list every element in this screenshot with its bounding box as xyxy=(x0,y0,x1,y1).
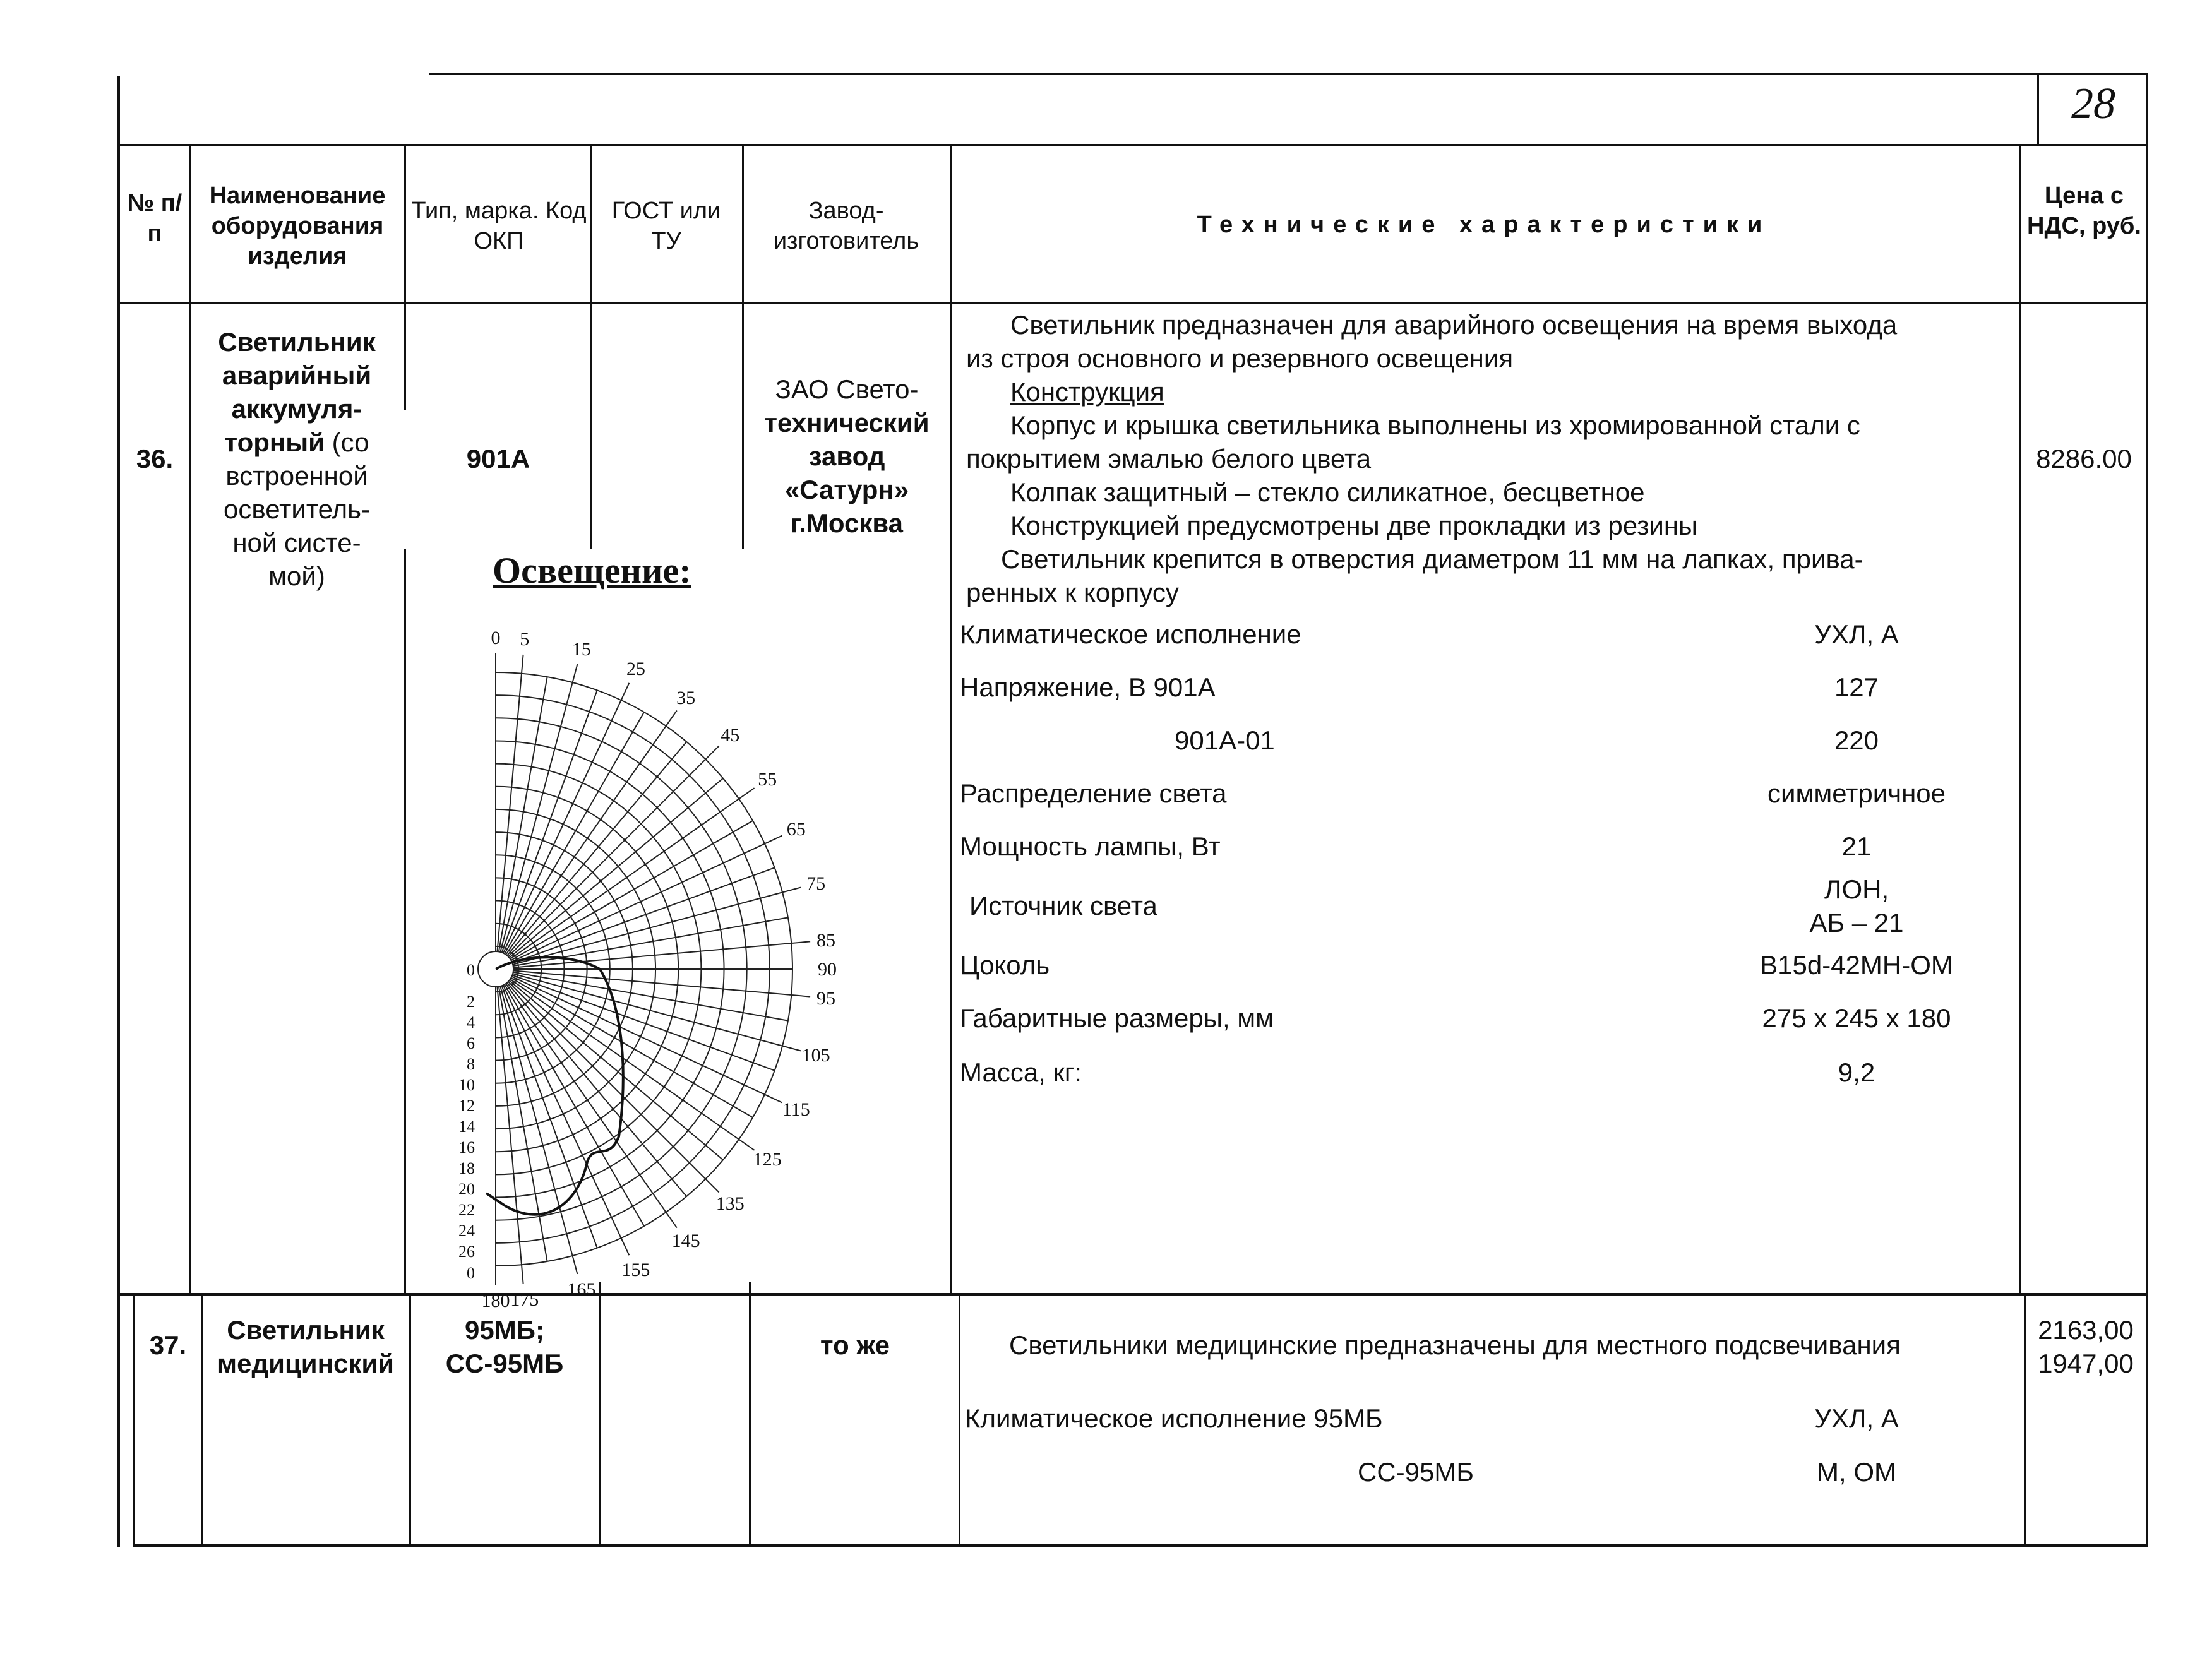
construction-line: Корпус и крышка светильника выполнены из хромированной стали с xyxy=(1010,410,1860,440)
grid-radial xyxy=(496,969,810,997)
row36-maker-line: г.Москва xyxy=(790,508,904,538)
col-header-tech: Технические характеристики xyxy=(1197,211,1771,238)
col-header-maker: Завод- изготовитель xyxy=(773,198,919,254)
scale-label: 16 xyxy=(458,1138,475,1157)
row37-spec-label: СС-95МБ xyxy=(1358,1457,1474,1487)
row36-name-line: встроенной xyxy=(225,461,368,491)
row37-price-line: 2163,00 xyxy=(2038,1315,2134,1345)
angle-label: 125 xyxy=(753,1149,782,1171)
angle-label: 65 xyxy=(786,819,806,840)
spec-label: Климатическое исполнение xyxy=(960,619,1301,649)
diagram-title: Освещение: xyxy=(493,550,691,591)
grid-radial xyxy=(496,969,577,1274)
page-number: 28 xyxy=(2071,80,2115,128)
spec-value: УХЛ, А xyxy=(1814,619,1899,649)
scale-label: 22 xyxy=(458,1201,475,1219)
spec-value: B15d-42МН-ОМ xyxy=(1760,950,1953,980)
scale-label: 6 xyxy=(467,1034,475,1052)
spec-label: 901А-01 xyxy=(1175,725,1275,755)
scale-label: 4 xyxy=(467,1013,475,1032)
spec-label: Распределение света xyxy=(960,778,1227,808)
grid-radial xyxy=(496,969,523,1284)
construction-line: Конструкцией предусмотрены две прокладки из резины xyxy=(1010,511,1698,540)
spec-value: 127 xyxy=(1834,672,1879,702)
row37-price xyxy=(2026,1313,2146,1380)
col-header-gost: ГОСТ или ТУ xyxy=(611,198,721,254)
angle-label: 15 xyxy=(571,638,591,660)
spec-value: АБ – 21 xyxy=(1809,908,1904,938)
col-header-name: Наименование оборудования изделия xyxy=(209,182,386,270)
row37-desc: Светильники медицинские предназначены для местного подсвечивания xyxy=(1009,1330,1901,1360)
row37-type xyxy=(410,1313,599,1380)
angle-label: 85 xyxy=(816,930,835,951)
row37-num: 37. xyxy=(149,1330,187,1360)
grid-radial xyxy=(496,941,810,969)
spec-label: Габаритные размеры, мм xyxy=(960,1003,1274,1033)
row37-price-line: 1947,00 xyxy=(2038,1349,2134,1378)
row36-maker-line: завод xyxy=(808,441,885,471)
row37-name-line: медицинский xyxy=(217,1349,394,1378)
row36-name-line: торный xyxy=(224,427,325,457)
angle-label: 75 xyxy=(806,873,826,895)
grid-radial xyxy=(496,655,523,969)
angle-label: 135 xyxy=(715,1193,745,1215)
angle-label: 90 xyxy=(818,959,837,980)
spec-label: Мощность лампы, Вт xyxy=(960,831,1221,861)
row36-maker-line: ЗАО Свето- xyxy=(775,374,919,404)
angle-label: 55 xyxy=(758,768,777,790)
row36-maker-line: технический xyxy=(764,408,930,438)
construction-line: Светильник крепится в отверстия диаметром 11 мм на лапках, прива- xyxy=(1001,544,1863,574)
construction-line: покрытием эмалью белого цвета xyxy=(966,444,1372,474)
row36-name-line: аварийный xyxy=(222,360,372,390)
scale-label: 14 xyxy=(458,1117,475,1136)
light-curve xyxy=(486,957,623,1214)
polar-grid xyxy=(478,653,810,1285)
scale-label: 0 xyxy=(467,1264,475,1282)
angle-label: 45 xyxy=(721,724,740,746)
row36-num: 36. xyxy=(136,444,174,474)
spec-value: 275 х 245 х 180 xyxy=(1762,1003,1951,1033)
spec-label: Напряжение, В 901А xyxy=(960,672,1216,702)
angle-label: 180 xyxy=(481,1290,510,1311)
col-header-type: Тип, марка. Код ОКП xyxy=(411,198,587,254)
spec-label: Источник света xyxy=(969,891,1157,920)
construction-line: Колпак защитный – стекло силикатное, бесцветное xyxy=(1010,477,1645,507)
angle-label: 105 xyxy=(801,1044,830,1066)
row36-name-line: аккумуля- xyxy=(231,394,362,424)
scale-label: 26 xyxy=(458,1242,475,1261)
spec-value: 21 xyxy=(1841,831,1872,861)
scale-label: 24 xyxy=(458,1222,475,1240)
row36-name-line: осветитель- xyxy=(224,494,370,524)
angle-label: 145 xyxy=(671,1230,700,1252)
row36-name-line: (со xyxy=(332,427,369,457)
angle-label: 35 xyxy=(676,687,696,708)
construction-line: ренных к корпусу xyxy=(966,578,1179,607)
row37-name-line: Светильник xyxy=(227,1315,385,1345)
row37-maker: то же xyxy=(820,1330,890,1360)
scale-label: 8 xyxy=(467,1055,475,1073)
col-header-price: Цена с НДС, руб. xyxy=(2027,182,2141,239)
construction-title: Конструкция xyxy=(1010,377,1164,407)
angle-label: 155 xyxy=(621,1259,650,1280)
row36-maker xyxy=(745,372,948,540)
angle-label: 165 xyxy=(567,1279,596,1301)
grid-radial xyxy=(496,969,801,1051)
row37-spec-value: УХЛ, А xyxy=(1814,1403,1899,1433)
scale-label: 18 xyxy=(458,1159,475,1177)
spec-label: Цоколь xyxy=(960,950,1050,980)
spec-value: 220 xyxy=(1834,725,1879,755)
row36-maker-line: «Сатурн» xyxy=(784,475,909,504)
row37-spec-value: М, ОМ xyxy=(1817,1457,1896,1487)
angle-label: 115 xyxy=(782,1099,810,1120)
angle-label: 0 xyxy=(491,628,501,648)
scale-label: 2 xyxy=(467,992,475,1011)
row36-desc-line2: из строя основного и резервного освещения xyxy=(966,343,1514,373)
spec-value: 9,2 xyxy=(1838,1057,1875,1087)
light-distribution-diagram xyxy=(436,628,837,1311)
scale-label: 0 xyxy=(467,961,475,979)
row37-type-line: 95МБ; xyxy=(465,1315,544,1345)
spec-value: ЛОН, xyxy=(1824,874,1889,904)
row36-desc-line1: Светильник предназначен для аварийного освещения на время выхода xyxy=(1010,310,1898,340)
row36-name xyxy=(193,325,401,593)
col-header-num: № п/п xyxy=(127,190,182,247)
row36-price: 8286.00 xyxy=(2036,444,2132,474)
row36-name-line: Светильник xyxy=(218,327,376,357)
scale-label: 12 xyxy=(458,1097,475,1115)
angle-label: 25 xyxy=(626,658,645,680)
grid-radial xyxy=(496,664,577,969)
row36-name-line: мой) xyxy=(268,561,325,591)
angle-label: 5 xyxy=(520,629,530,650)
row36-name-line: ной систе- xyxy=(232,528,361,557)
angle-label: 175 xyxy=(510,1289,539,1310)
row37-name xyxy=(202,1313,409,1380)
row36-type: 901А xyxy=(466,444,530,474)
scale-label: 20 xyxy=(458,1180,475,1198)
row37-spec-label: Климатическое исполнение 95МБ xyxy=(965,1403,1383,1433)
row37-type-line: СС-95МБ xyxy=(445,1349,564,1378)
scale-label: 10 xyxy=(458,1076,475,1094)
spec-value: симметричное xyxy=(1767,778,1946,808)
spec-label: Масса, кг: xyxy=(960,1057,1082,1087)
angle-label: 95 xyxy=(816,987,835,1009)
